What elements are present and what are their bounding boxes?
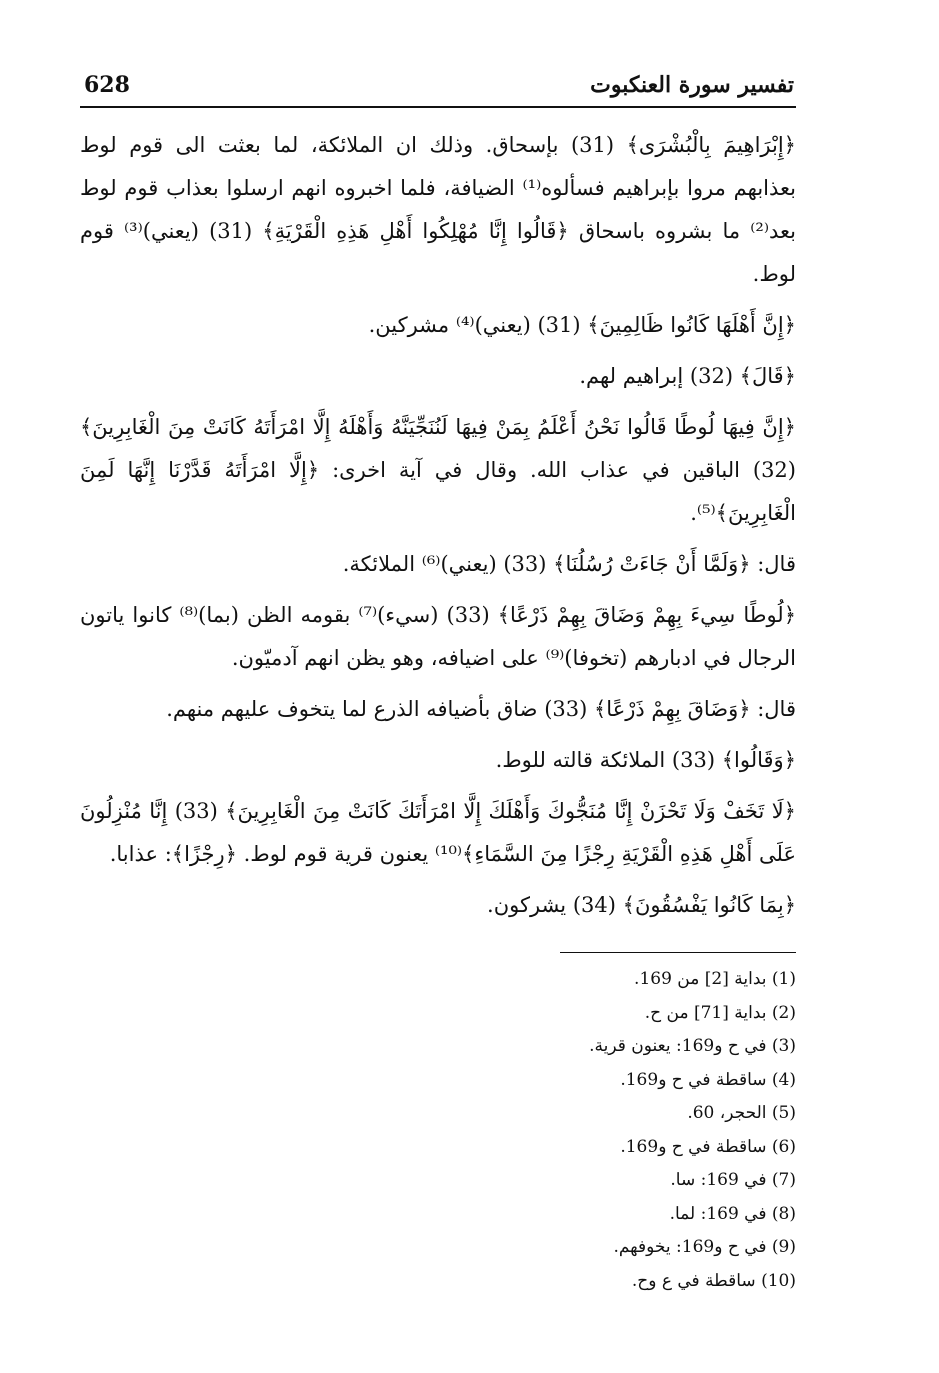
footnote: (1) بداية [2] من 169. bbox=[634, 969, 796, 989]
footnotes bbox=[80, 963, 796, 1298]
paragraph: ﴿لُوطًا سِيءَ بِهِمْ وَضَاقَ بِهِمْ ذَرْعًا﴾ (33) (سيء)⁽⁷⁾ بقومه الظن (بما)⁽⁸⁾ كانوا ياتون الرجال في ادبارهم (تخوفا)⁽⁹⁾ على اضيافه، وهو يظن انهم آدميّون. bbox=[80, 603, 796, 670]
footnote-rule bbox=[560, 952, 796, 953]
paragraph: ﴿بِمَا كَانُوا يَفْسُقُونَ﴾ (34) يشركون. bbox=[487, 893, 796, 917]
footnote: (6) ساقطة في ح و169. bbox=[620, 1136, 796, 1157]
paragraph: قال: ﴿وَلَمَّا أَنْ جَاءَتْ رُسُلُنَا﴾ (33) (يعني)⁽⁶⁾ الملائكة. bbox=[342, 552, 796, 576]
paragraph: ﴿وَقَالُوا﴾ (33) الملائكة قالته للوط. bbox=[495, 748, 796, 772]
footnote: (10) ساقطة في ع وح. bbox=[631, 1270, 796, 1291]
footnote: (9) في ح و169: يخوفهم. bbox=[613, 1237, 796, 1257]
footnote: (8) في 169: لما. bbox=[669, 1203, 796, 1224]
page-header bbox=[80, 64, 796, 104]
main-text bbox=[80, 124, 796, 935]
footnote: (3) في ح و169: يعنون قرية. bbox=[589, 1036, 796, 1056]
running-title: تفسير سورة العنكبوت bbox=[590, 72, 794, 98]
paragraph: ﴿إِبْرَاهِيمَ بِالْبُشْرَى﴾ (31) بإسحاق. وذلك ان الملائكة، لما بعثت الى قوم لوط بعذابهم مروا بإبراهيم فسألوه⁽¹⁾ الضيافة، فلما اخبروه انهم ارسلوا بعذاب قوم لوط بعد⁽²⁾ ما بشروه باسحاق ﴿قَالُوا إِنَّا مُهْلِكُوا أَهْلِ هَذِهِ الْقَرْيَةِ﴾ (31) (يعني)⁽³⁾ قوم لوط. bbox=[80, 133, 796, 286]
footnote: (4) ساقطة في ح و169. bbox=[620, 1069, 796, 1090]
page-number: 628 bbox=[84, 72, 130, 98]
footnote: (5) الحجر، 60. bbox=[687, 1103, 796, 1123]
paragraph: قال: ﴿وَضَاقَ بِهِمْ ذَرْعًا﴾ (33) ضاق بأضيافه الذرع لما يتخوف عليهم منهم. bbox=[166, 697, 796, 721]
footnote: (7) في 169: سا. bbox=[670, 1170, 796, 1190]
paragraph: ﴿إِنَّ فِيهَا لُوطًا قَالُوا نَحْنُ أَعْلَمُ بِمَنْ فِيهَا لَنُنَجِّيَنَّهُ وَأَهْلَهُ إِلَّا امْرَأَتَهُ كَانَتْ مِنَ الْغَابِرِينَ﴾ (32) الباقين في عذاب الله. وقال في آية اخرى: ﴿إِلَّا امْرَأَتَهُ قَدَّرْنَا إِنَّهَا لَمِنَ الْغَابِرِينَ﴾⁽⁵⁾. bbox=[80, 415, 796, 525]
paragraph: ﴿إِنَّ أَهْلَهَا كَانُوا ظَالِمِينَ﴾ (31) (يعني)⁽⁴⁾ مشركين. bbox=[368, 313, 796, 337]
header-rule bbox=[80, 106, 796, 108]
paragraph: ﴿لَا تَخَفْ وَلَا تَحْزَنْ إِنَّا مُنَجُّوكَ وَأَهْلَكَ إِلَّا امْرَأَتَكَ كَانَتْ مِنَ الْغَابِرِينَ﴾ (33) إِنَّا مُنْزِلُونَ عَلَى أَهْلِ هَذِهِ الْقَرْيَةِ رِجْزًا مِنَ السَّمَاءِ﴾⁽¹⁰⁾ يعنون قرية قوم لوط. ﴿رِجْزًا﴾: عذابا. bbox=[80, 799, 796, 866]
paragraph: ﴿قَالَ﴾ (32) إبراهيم لهم. bbox=[579, 364, 796, 388]
footnote: (2) بداية [71] من ح. bbox=[644, 1002, 796, 1023]
